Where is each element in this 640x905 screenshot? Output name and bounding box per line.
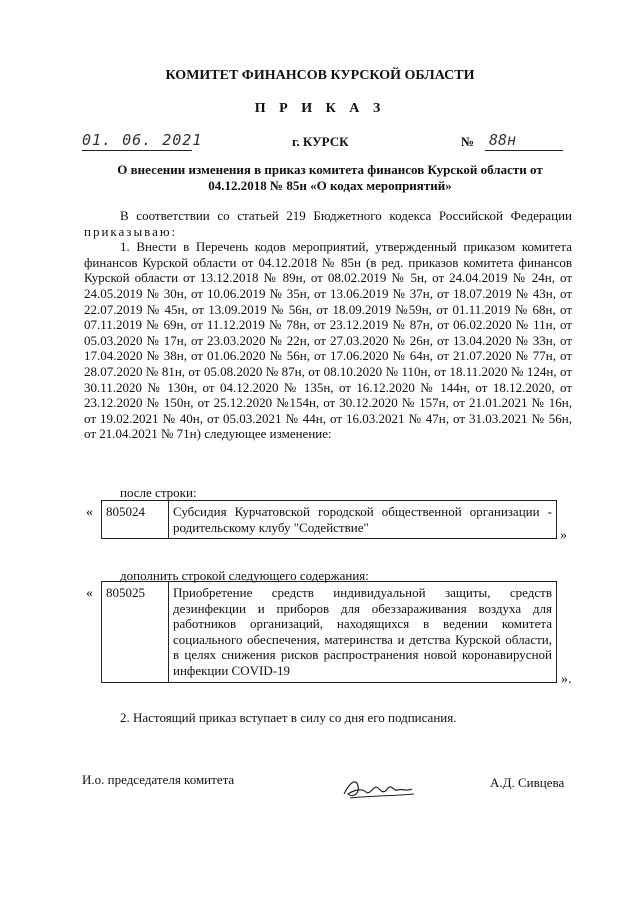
signatory-position: И.о. председателя комитета: [82, 772, 235, 787]
existing-code-table: [101, 500, 557, 539]
preamble-orders: приказываю:: [84, 223, 178, 239]
document-body: [84, 208, 572, 442]
new-code-table: [101, 581, 557, 683]
preamble-text: В соответствии со статьей 219 Бюджетного кодекса Российской Федерации: [120, 208, 572, 223]
add-row-label: дополнить строкой следующего содержания:: [120, 568, 369, 583]
close-quote: ».: [561, 672, 572, 687]
item-1-text: 1. Внести в Перечень кодов мероприятий, утвержденный приказом комитета финансов Курской области от 04.12.2018 № 85н (в ред. приказов комитета финансов Курской области от 13.12.2018 № 89н, от 08.02.2019 № 5н, от 24.04.2019 № 24н, от 24.05.2019 № 30н, от 10.06.2019 № 35н, от 13.06.2019 № 37н, от 18.07.2019 № 43н, от 22.07.2019 № 45н, от 13.09.2019 № 56н, от 18.09.2019 №59н, от 01.11.2019 № 68н, от 07.11.2019 № 69н, от 11.12.2019 № 78н, от 23.12.2019 № 87н, от 06.02.2020 № 11н, от 05.03.2020 № 17н, от 23.03.2020 № 22н, от 27.03.2020 № 26н, от 13.04.2020 № 33н, от 17.04.2020 № 38н, от 01.06.2020 № 56н, от 17.06.2020 № 64н, от 21.07.2020 № 77н, от 28.07.2020 № 81н, от 05.08.2020 № 87н, от 08.10.2020 № 110н, от 18.11.2020 № 124н, от 30.11.2020 № 130н, от 04.12.2020 № 135н, от 16.12.2020 № 144н, от 18.12.2020, от 23.12.2020 № 150н, от 25.12.2020 №154н, от 30.12.2020 № 157н, от 21.01.2021 № 16н, от 19.02.2021 № 40н, от 05.03.2021 № 44н, от 16.03.2021 № 47н, от 31.03.2021 № 56н, от 21.04.2021 № 71н) следующее изменение:: [84, 239, 572, 442]
date-underline: [82, 150, 192, 151]
number-underline: [485, 150, 563, 151]
item-2-text: 2. Настоящий приказ вступает в силу со дня его подписания.: [120, 710, 457, 725]
after-row-label: после строки:: [120, 485, 197, 500]
table-row: [102, 501, 557, 539]
table-row: [102, 582, 557, 683]
organization-heading: КОМИТЕТ ФИНАНСОВ КУРСКОЙ ОБЛАСТИ: [165, 68, 475, 83]
preamble: [84, 208, 572, 239]
open-quote: «: [86, 505, 93, 520]
signer-name: А.Д. Сивцева: [490, 775, 565, 790]
document-subject: О внесении изменения в приказ комитета финансов Курской области от 04.12.2018 № 85н «О кодах мероприятий»: [117, 162, 543, 193]
document-type-heading: П Р И К А З: [254, 101, 386, 116]
code-cell: 805024: [102, 501, 169, 539]
code-cell: 805025: [102, 582, 169, 683]
signature-icon: [340, 772, 420, 802]
open-quote: «: [86, 586, 93, 601]
number-label: №: [461, 134, 475, 149]
description-cell: Субсидия Курчатовской городской общественной организации - родительскому клубу "Содействие": [169, 501, 557, 539]
handwritten-number: 88н: [489, 131, 517, 149]
handwritten-date: 01. 06. 2021: [82, 131, 203, 149]
close-quote: »: [560, 528, 567, 543]
city-label: г. КУРСК: [292, 134, 349, 149]
description-cell: Приобретение средств индивидуальной защиты, средств дезинфекции и приборов для обеззараживания воздуха для работников организаций, находящихся в ведении комитета социального обеспечения, материнства и детства Курской области, в целях снижения рисков распространения новой коронавирусной инфекции COVID-19: [169, 582, 557, 683]
